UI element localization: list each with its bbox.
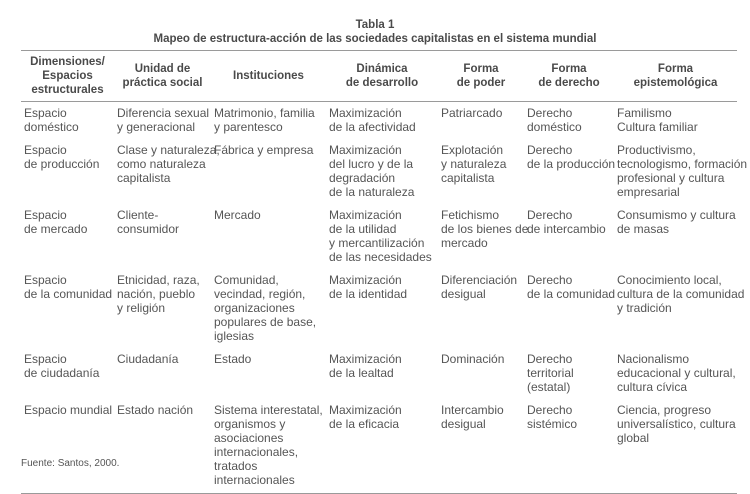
cell-text: mercado	[441, 236, 488, 250]
cell-text: Clase y naturaleza,	[117, 143, 220, 157]
cell-text: y generacional	[117, 120, 196, 134]
cell-text: Sistema interestatal,	[214, 403, 323, 417]
cell-text: de producción	[24, 157, 100, 171]
cell-text: Espacio	[24, 208, 67, 222]
table-row	[21, 102, 737, 140]
table-cell	[114, 269, 211, 348]
cell-text: Diferenciación	[441, 273, 518, 287]
table-cell	[211, 399, 326, 494]
cell-text: Derecho	[527, 403, 573, 417]
table-cell	[438, 269, 524, 348]
cell-text: sistémico	[527, 417, 578, 431]
cell-text: Explotación	[441, 143, 504, 157]
cell-text: asociaciones	[214, 431, 284, 445]
header-text: Espacios	[42, 70, 93, 82]
cell-text: internacionales,	[214, 445, 299, 459]
cell-text: Diferencia sexual	[117, 106, 210, 120]
cell-text: de ciudadanía	[24, 366, 100, 380]
table-cell	[211, 269, 326, 348]
cell-text: Derecho	[527, 352, 573, 366]
cell-text: populares de base,	[214, 315, 317, 329]
cell-text: cultura de la comunidad	[617, 287, 745, 301]
table-cell	[524, 102, 614, 140]
table-row	[21, 139, 737, 204]
header-instituciones	[211, 51, 326, 102]
header-text: epistemológica	[633, 77, 718, 89]
table-cell	[614, 102, 737, 140]
cell-text: global	[617, 431, 650, 445]
cell-text: y tradición	[617, 301, 672, 315]
header-text: Dimensiones/	[30, 56, 105, 68]
cell-text: doméstico	[24, 120, 79, 134]
table-cell	[524, 348, 614, 399]
table-number: Tabla 1	[355, 19, 395, 31]
cell-text: como naturaleza	[117, 157, 206, 171]
table-cell	[614, 269, 745, 348]
cell-text: Consumismo y cultura	[617, 208, 736, 222]
table-cell	[21, 399, 114, 494]
table-cell	[21, 102, 114, 140]
cell-text: de masas	[617, 222, 670, 236]
table-cell	[211, 348, 326, 399]
cell-text: Espacio	[24, 106, 67, 120]
cell-text: Maximización	[329, 273, 402, 287]
data-table	[21, 50, 748, 494]
cell-text: organismos y	[214, 417, 286, 431]
cell-text: organizaciones	[214, 301, 295, 315]
cell-text: de la eficacia	[329, 417, 400, 431]
cell-text: Espacio	[24, 143, 67, 157]
cell-text: cultura cívica	[617, 380, 688, 394]
table-cell	[326, 139, 438, 204]
header-text: Forma	[551, 63, 587, 75]
cell-text: y naturaleza	[441, 157, 507, 171]
cell-text: de mercado	[24, 222, 88, 236]
table-cell	[21, 348, 114, 399]
cell-text: Patriarcado	[441, 106, 503, 120]
table-title	[0, 18, 750, 46]
table-cell	[438, 139, 524, 204]
table-cell	[438, 399, 524, 494]
table-cell	[21, 269, 114, 348]
cell-text: de las necesidades	[329, 250, 432, 264]
cell-text: Intercambio	[441, 403, 504, 417]
cell-text: de la producción	[527, 157, 616, 171]
header-text: Unidad de	[134, 63, 191, 75]
table-cell	[114, 399, 211, 494]
header-unidad-practica	[114, 51, 211, 102]
cell-text: Familismo	[617, 106, 672, 120]
cell-text: doméstico	[527, 120, 582, 134]
table-cell	[614, 139, 748, 204]
cell-text: territorial	[527, 366, 574, 380]
cell-text: Etnicidad, raza,	[117, 273, 200, 287]
cell-text: de los bienes de	[441, 222, 529, 236]
table-cell	[21, 139, 114, 204]
cell-text: tratados	[214, 459, 258, 473]
cell-text: y parentesco	[214, 120, 283, 134]
table-cell	[438, 348, 524, 399]
cell-text: profesional y cultura	[617, 171, 725, 185]
cell-text: internacionales	[214, 473, 295, 487]
cell-text: de la comunidad	[24, 287, 113, 301]
cell-text: de la identidad	[329, 287, 408, 301]
header-text: Dinámica	[356, 63, 408, 75]
cell-text: Espacio mundial	[24, 403, 113, 417]
cell-text: Derecho	[527, 143, 573, 157]
cell-text: Matrimonio, familia	[214, 106, 315, 120]
cell-text: Mercado	[214, 208, 261, 222]
cell-text: Cliente-	[117, 208, 159, 222]
header-text: práctica social	[122, 77, 203, 89]
table-cell	[326, 102, 438, 140]
table-row	[21, 269, 737, 348]
header-text: Forma	[657, 63, 694, 75]
table-cell	[438, 204, 529, 269]
table-row	[21, 348, 737, 399]
header-text: Instituciones	[233, 70, 304, 82]
cell-text: de la comunidad	[527, 287, 616, 301]
cell-text: consumidor	[117, 222, 180, 236]
table-cell	[438, 102, 524, 140]
table-cell	[524, 269, 614, 348]
table-cell	[326, 348, 438, 399]
cell-text: de intercambio	[527, 222, 606, 236]
cell-text: Dominación	[441, 352, 505, 366]
table-cell	[211, 139, 326, 204]
cell-text: Productivismo,	[617, 143, 696, 157]
cell-text: de la lealtad	[329, 366, 394, 380]
header-text: de desarrollo	[345, 77, 419, 89]
cell-text: Ciencia, progreso	[617, 403, 712, 417]
header-forma-epistemologica	[614, 51, 737, 102]
table-cell	[614, 348, 737, 399]
cell-text: capitalista	[441, 171, 495, 185]
cell-text: Derecho	[527, 273, 573, 287]
cell-text: de la naturaleza	[329, 185, 415, 199]
cell-text: y religión	[117, 301, 166, 315]
table-row	[21, 399, 737, 494]
cell-text: educacional y cultural,	[617, 366, 736, 380]
cell-text: Espacio	[24, 273, 67, 287]
table-cell	[326, 204, 438, 269]
cell-text: Fábrica y empresa	[214, 143, 314, 157]
cell-text: capitalista	[117, 171, 171, 185]
table-cell	[326, 269, 438, 348]
table-caption: Mapeo de estructura-acción de las sociedades capitalistas en el sistema mundial	[153, 33, 597, 45]
table-cell	[326, 399, 438, 494]
cell-text: Estado	[214, 352, 252, 366]
cell-text: Maximización	[329, 106, 402, 120]
header-text: de derecho	[538, 77, 600, 89]
table-cell	[524, 204, 614, 269]
cell-text: iglesias	[214, 329, 255, 343]
cell-text: vecindad, región,	[214, 287, 306, 301]
cell-text: Maximización	[329, 143, 402, 157]
header-forma-poder	[438, 51, 524, 102]
cell-text: Derecho	[527, 106, 573, 120]
cell-text: tecnologismo, formación	[617, 157, 748, 171]
cell-text: desigual	[441, 287, 486, 301]
table-cell	[524, 139, 614, 204]
cell-text: empresarial	[617, 185, 680, 199]
header-text: de poder	[456, 77, 506, 89]
table-cell	[114, 102, 211, 140]
cell-text: de la afectividad	[329, 120, 416, 134]
cell-text: Ciudadanía	[117, 352, 179, 366]
cell-text: del lucro y de la	[329, 157, 414, 171]
cell-text: nación, pueblo	[117, 287, 196, 301]
table-cell	[114, 348, 211, 399]
cell-text: Maximización	[329, 208, 402, 222]
cell-text: Maximización	[329, 352, 402, 366]
cell-text: Cultura familiar	[617, 120, 698, 134]
table-cell	[21, 204, 114, 269]
cell-text: universalístico, cultura	[617, 417, 736, 431]
table-row	[21, 204, 737, 269]
header-dinamica	[326, 51, 438, 102]
table-cell	[614, 399, 737, 494]
table-cell	[114, 204, 211, 269]
cell-text: (estatal)	[527, 380, 571, 394]
cell-text: Maximización	[329, 403, 402, 417]
table-cell	[211, 204, 326, 269]
table-cell	[614, 204, 737, 269]
cell-text: degradación	[329, 171, 396, 185]
cell-text: Estado nación	[117, 403, 194, 417]
cell-text: Comunidad,	[214, 273, 279, 287]
cell-text: Fetichismo	[441, 208, 500, 222]
cell-text: Espacio	[24, 352, 67, 366]
header-forma-derecho	[524, 51, 614, 102]
source-note: Fuente: Santos, 2000.	[21, 458, 120, 469]
cell-text: y mercantilización	[329, 236, 425, 250]
table-cell	[114, 139, 220, 204]
header-text: Forma	[463, 63, 499, 75]
table-cell	[524, 399, 614, 494]
table-cell	[211, 102, 326, 140]
cell-text: de la utilidad	[329, 222, 397, 236]
cell-text: Derecho	[527, 208, 573, 222]
cell-text: Nacionalismo	[617, 352, 690, 366]
header-dimensiones	[21, 51, 114, 102]
cell-text: Conocimiento local,	[617, 273, 722, 287]
table-body	[21, 102, 748, 494]
header-text: estructurales	[31, 84, 104, 96]
cell-text: desigual	[441, 417, 486, 431]
header-row	[21, 51, 737, 102]
